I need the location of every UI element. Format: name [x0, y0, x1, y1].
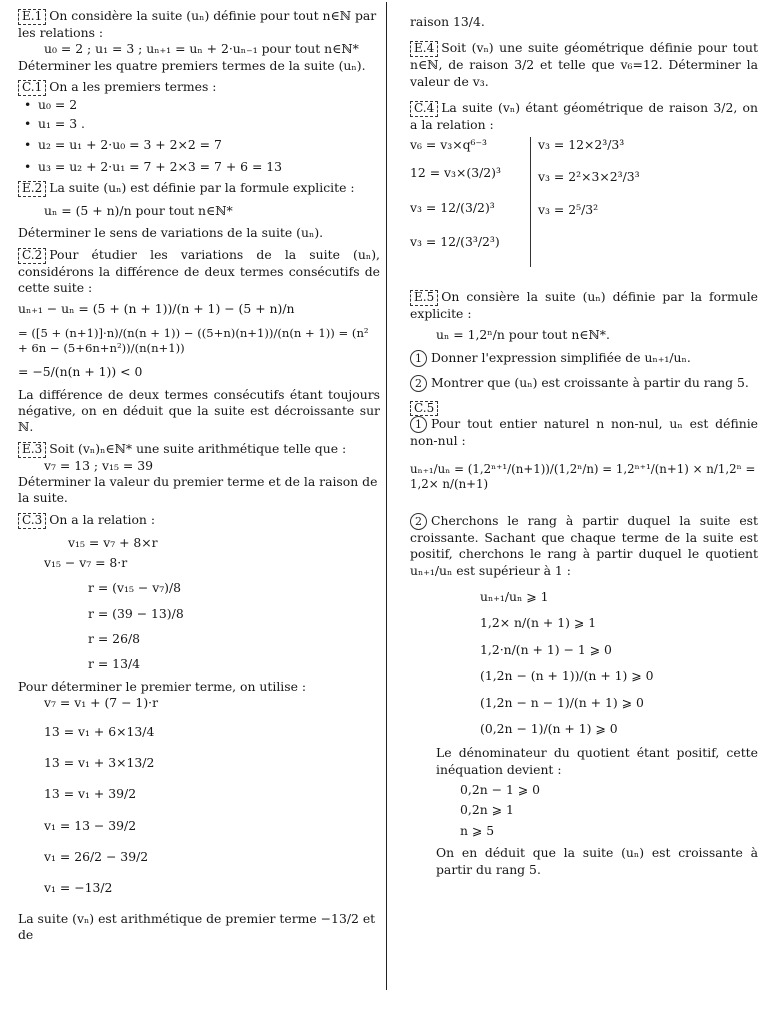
c3-line: v₁₅ − v₇ = 8·r — [44, 554, 128, 570]
c4-left-line: v₆ = v₃×q⁶⁻³ — [410, 137, 487, 153]
c3-line2: 13 = v₁ + 6×13/4 — [44, 723, 155, 739]
c4-separator — [530, 137, 531, 267]
c5-a2-number: 2 — [410, 513, 427, 530]
tag-e2: E.2 — [18, 181, 46, 197]
raison-continuation: raison 13/4. — [410, 14, 485, 29]
c1-line: • u₂ = u₁ + 2·u₀ = 3 + 2×2 = 7 — [18, 137, 380, 153]
e1-text: On considère la suite (uₙ) définie pour tout n∈ℕ par les relations : — [18, 8, 377, 40]
c5-conclusion: On en déduit que la suite (uₙ) est croissante à partir du rang 5. — [436, 845, 758, 877]
e1-question: Déterminer les quatre premiers termes de la suite (uₙ). — [18, 57, 366, 73]
c4-right-line: v₃ = 2⁵/3² — [538, 201, 599, 217]
exercise-e5 — [410, 289, 758, 392]
c3-line2: v₁ = 26/2 − 39/2 — [44, 849, 149, 864]
c5-a1-number: 1 — [410, 416, 427, 433]
c4-calc-area — [410, 137, 758, 277]
e2-formula: uₙ = (5 + n)/n pour tout n∈ℕ* — [44, 203, 233, 219]
c4-left-line: 12 = v₃×(3/2)³ — [410, 165, 501, 181]
c4-right-line: v₃ = 12×2³/3³ — [538, 137, 625, 153]
c5-ineq2: 0,2n − 1 ⩾ 0 — [460, 782, 540, 798]
c3-line2: 13 = v₁ + 39/2 — [44, 786, 137, 802]
c5-denominator-text: Le dénominateur du quotient étant positif, cette inéquation devient : — [436, 745, 758, 777]
e5-formula: uₙ = 1,2ⁿ/n pour tout n∈ℕ*. — [436, 327, 610, 343]
e5-q2: Montrer que (uₙ) est croissante à partir du rang 5. — [431, 374, 749, 390]
c2-line: = −5/(n(n + 1)) < 0 — [18, 364, 143, 380]
tag-c5: C.5 — [410, 401, 438, 417]
c4-right-calc — [538, 137, 748, 218]
c3-line: r = (v₁₅ − v₇)/8 — [88, 580, 182, 596]
correction-c3 — [18, 512, 380, 944]
tag-e3: E.3 — [18, 442, 46, 458]
c1-line: • u₀ = 2 — [18, 97, 380, 113]
c1-line: • u₁ = 3 . — [18, 116, 380, 132]
c5-ineq: uₙ₊₁/uₙ ⩾ 1 — [480, 589, 549, 605]
c5-ineq: 1,2× n/(n + 1) ⩾ 1 — [480, 615, 597, 631]
e2-question: Déterminer le sens de variations de la suite (uₙ). — [18, 225, 324, 241]
c2-conclusion: La différence de deux termes consécutifs étant toujours négative, on en déduit que la suite est décroissante sur ℕ. — [18, 386, 380, 435]
column-divider — [386, 2, 387, 990]
exercise-e4 — [410, 40, 758, 90]
c1-intro: On a les premiers termes : — [49, 78, 217, 94]
c5-a1-text: Pour tout entier naturel n non-nul, uₙ est définie non-nul : — [410, 416, 758, 449]
c4-left-line: v₃ = 12/(3³/2³) — [410, 234, 500, 250]
c5-ineq: 1,2·n/(n + 1) − 1 ⩾ 0 — [480, 641, 612, 657]
c4-text: La suite (vₙ) étant géométrique de raison 3/2, on a la relation : — [410, 99, 758, 132]
c3-conclusion: La suite (vₙ) est arithmétique de premier terme −13/2 et de — [18, 910, 376, 943]
c5-ineq: (1,2n − n − 1)/(n + 1) ⩾ 0 — [480, 694, 644, 710]
c3-line2: 13 = v₁ + 3×13/2 — [44, 754, 155, 770]
tag-c4: C.4 — [410, 101, 438, 117]
correction-c1 — [18, 79, 380, 175]
e3-question: Déterminer la valeur du premier terme et de la raison de la suite. — [18, 473, 378, 506]
tag-c3: C.3 — [18, 513, 46, 529]
right-column — [410, 8, 758, 883]
c2-text: Pour étudier les variations de la suite (uₙ), considérons la différence de deux termes consécutifs de cette suite : — [18, 246, 380, 295]
c4-left-line: v₃ = 12/(3/2)³ — [410, 199, 495, 215]
e3-values: v₇ = 13 ; v₁₅ = 39 — [44, 457, 154, 473]
c3-line2: v₁ = −13/2 — [44, 880, 113, 896]
c3-first-term-intro: Pour déterminer le premier terme, on utilise : — [18, 678, 307, 694]
exercise-e2 — [18, 180, 380, 242]
c5-a1-formula: uₙ₊₁/uₙ = (1,2ⁿ⁺¹/(n+1))/(1,2ⁿ/n) = 1,2ⁿ⁺¹/(n+1) × n/1,2ⁿ = 1,2× n/(n+1) — [410, 461, 756, 492]
tag-e4: E.4 — [410, 41, 438, 57]
c3-line2: v₇ = v₁ + (7 − 1)·r — [44, 695, 159, 711]
e5-q2-number: 2 — [410, 375, 427, 392]
c5-ineq: (0,2n − 1)/(n + 1) ⩾ 0 — [480, 720, 618, 736]
c3-line2: v₁ = 13 − 39/2 — [44, 817, 137, 833]
c3-line: v₁₅ = v₇ + 8×r — [68, 534, 158, 550]
c4-left-calc — [410, 137, 530, 251]
tag-c1: C.1 — [18, 80, 46, 96]
e3-text: Soit (vₙ)ₙ∈ℕ* une suite arithmétique telle que : — [49, 440, 347, 456]
correction-c4 — [410, 100, 758, 277]
correction-c2 — [18, 247, 380, 436]
e4-text: Soit (vₙ) une suite géométrique définie pour tout n∈ℕ, de raison 3/2 et telle que v₆=12. Déterminer la valeur de v₃. — [410, 40, 758, 89]
tag-e1: E.1 — [18, 9, 46, 25]
left-column — [18, 8, 380, 949]
c5-a2-text: Cherchons le rang à partir duquel la suite est croissante. Sachant que chaque terme de la suite est positif, cherchons le rang à partir duquel le quotient uₙ₊₁/uₙ est supérieur à 1 : — [410, 512, 758, 578]
c3-line: r = 13/4 — [88, 656, 141, 672]
e5-q1-number: 1 — [410, 350, 427, 367]
c2-line: = ([5 + (n+1)]·n)/(n(n + 1)) − ((5+n)(n+1))/(n(n + 1)) = (n² + 6n − (5+6n+n²))/(n(n+1)) — [18, 325, 369, 355]
c5-ineq: (1,2n − (n + 1))/(n + 1) ⩾ 0 — [480, 668, 654, 684]
exercise-e3 — [18, 441, 380, 507]
c4-right-line: v₃ = 2²×3×2³/3³ — [538, 169, 640, 185]
c3-line: r = (39 − 13)/8 — [88, 605, 184, 621]
e2-text: La suite (uₙ) est définie par la formule explicite : — [49, 180, 355, 196]
e5-q1: Donner l'expression simplifiée de uₙ₊₁/uₙ. — [431, 349, 691, 365]
tag-c2: C.2 — [18, 248, 46, 264]
correction-c5 — [410, 400, 758, 878]
c1-line: • u₃ = u₂ + 2·u₁ = 7 + 2×3 = 7 + 6 = 13 — [18, 159, 380, 175]
tag-e5: E.5 — [410, 290, 438, 306]
c2-line: uₙ₊₁ − uₙ = (5 + (n + 1))/(n + 1) − (5 + n)/n — [18, 301, 295, 317]
c3-intro: On a la relation : — [49, 511, 155, 527]
c5-ineq2: 0,2n ⩾ 1 — [460, 802, 514, 818]
c5-ineq2: n ⩾ 5 — [460, 822, 495, 838]
c3-line: r = 26/8 — [88, 631, 141, 646]
exercise-e1 — [18, 8, 380, 74]
e5-text: On consière la suite (uₙ) définie par la formule explicite : — [410, 289, 758, 321]
e1-relations: u₀ = 2 ; u₁ = 3 ; uₙ₊₁ = uₙ + 2·uₙ₋₁ pour tout n∈ℕ* — [44, 41, 359, 57]
